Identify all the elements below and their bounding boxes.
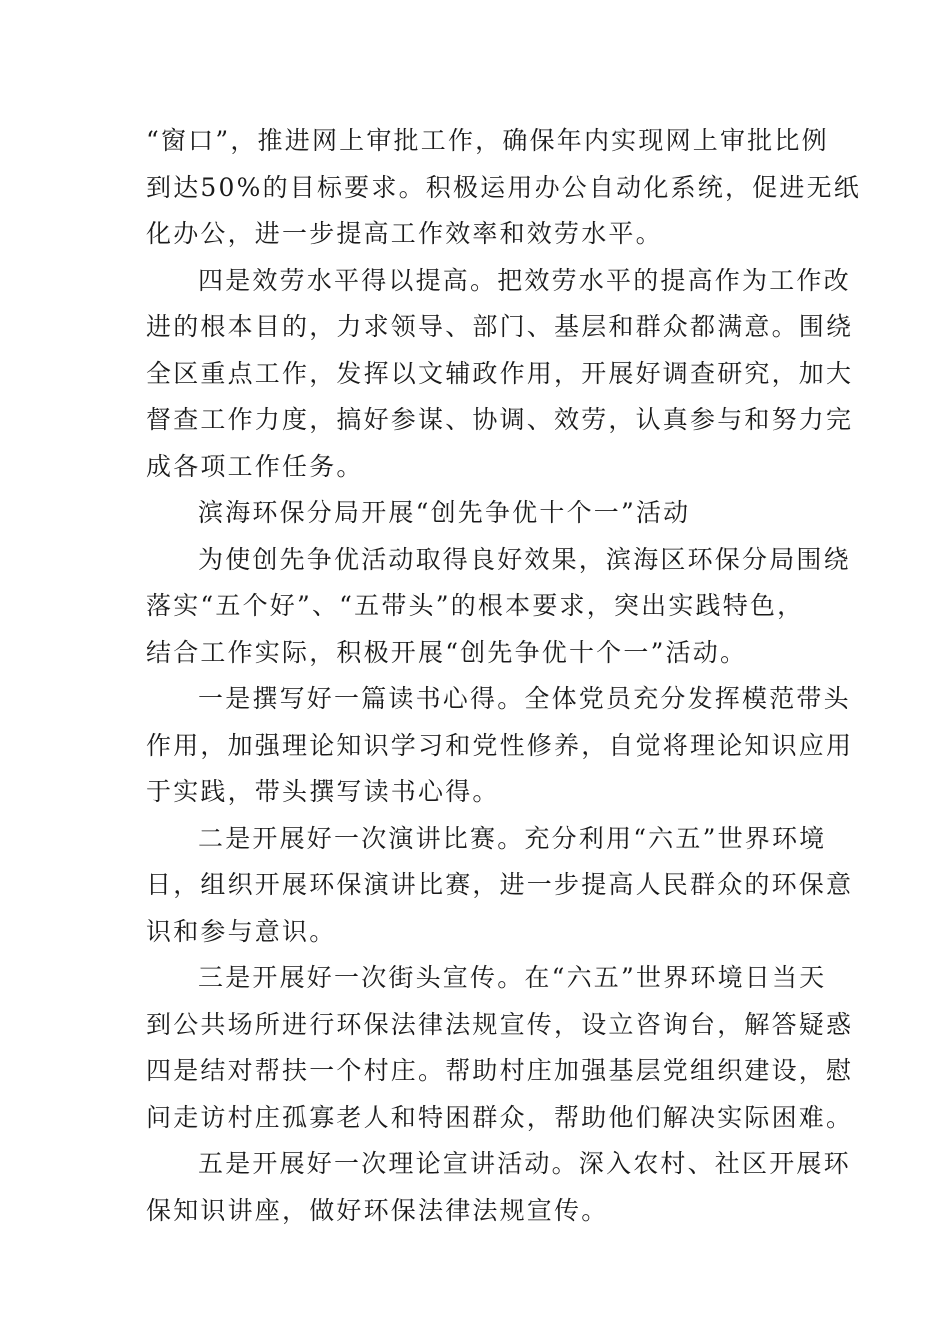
text-line: 全区重点工作，发挥以文辅政作用，开展好调查研究，加大 (146, 358, 854, 388)
text-line: 为使创先争优活动取得良好效果，滨海区环保分局围绕 (198, 544, 851, 574)
text-line: 结合工作实际，积极开展“创先争优十个一”活动。 (146, 637, 748, 667)
text-line: “窗口”，推进网上审批工作，确保年内实现网上审批比例 (146, 126, 829, 155)
text-line: 四是结对帮扶一个村庄。帮助村庄加强基层党组织建设，慰 (146, 1056, 854, 1085)
text-line: 三是开展好一次街头宣传。在“六五”世界环境日当天 (198, 963, 827, 992)
text-line: 到达50%的目标要求。积极运用办公自动化系统，促进无纸 (146, 172, 861, 202)
text-line: 化办公，进一步提高工作效率和效劳水平。 (146, 219, 663, 248)
text-line: 五是开展好一次理论宣讲活动。深入农村、社区开展环 (198, 1149, 851, 1178)
section-heading: 滨海环保分局开展“创先争优十个一”活动 (198, 498, 691, 527)
text-line: 保知识讲座，做好环保法律法规宣传。 (146, 1195, 609, 1225)
text-line: 于实践，带头撰写读书心得。 (146, 777, 500, 806)
text-line: 问走访村庄孤寡老人和特困群众，帮助他们解决实际困难。 (146, 1102, 854, 1132)
text-line: 一是撰写好一篇读书心得。全体党员充分发挥模范带头 (198, 684, 851, 713)
text-line: 作用，加强理论知识学习和党性修养，自觉将理论知识应用 (146, 730, 854, 760)
text-line: 四是效劳水平得以提高。把效劳水平的提高作为工作改 (198, 265, 851, 295)
text-line: 进的根本目的，力求领导、部门、基层和群众都满意。围绕 (146, 312, 854, 341)
text-line: 二是开展好一次演讲比赛。充分利用“六五”世界环境 (198, 823, 827, 853)
text-line: 到公共场所进行环保法律法规宣传，设立咨询台，解答疑惑 (146, 1009, 854, 1039)
text-line: 落实“五个好”、“五带头”的根本要求，突出实践特色， (146, 591, 805, 620)
document-body (146, 118, 861, 1234)
text-line: 督查工作力度，搞好参谋、协调、效劳，认真参与和努力完 (146, 405, 854, 434)
text-line: 成各项工作任务。 (146, 451, 364, 481)
text-line: 日，组织开展环保演讲比赛，进一步提高人民群众的环保意 (146, 870, 854, 899)
text-line: 识和参与意识。 (146, 916, 337, 946)
